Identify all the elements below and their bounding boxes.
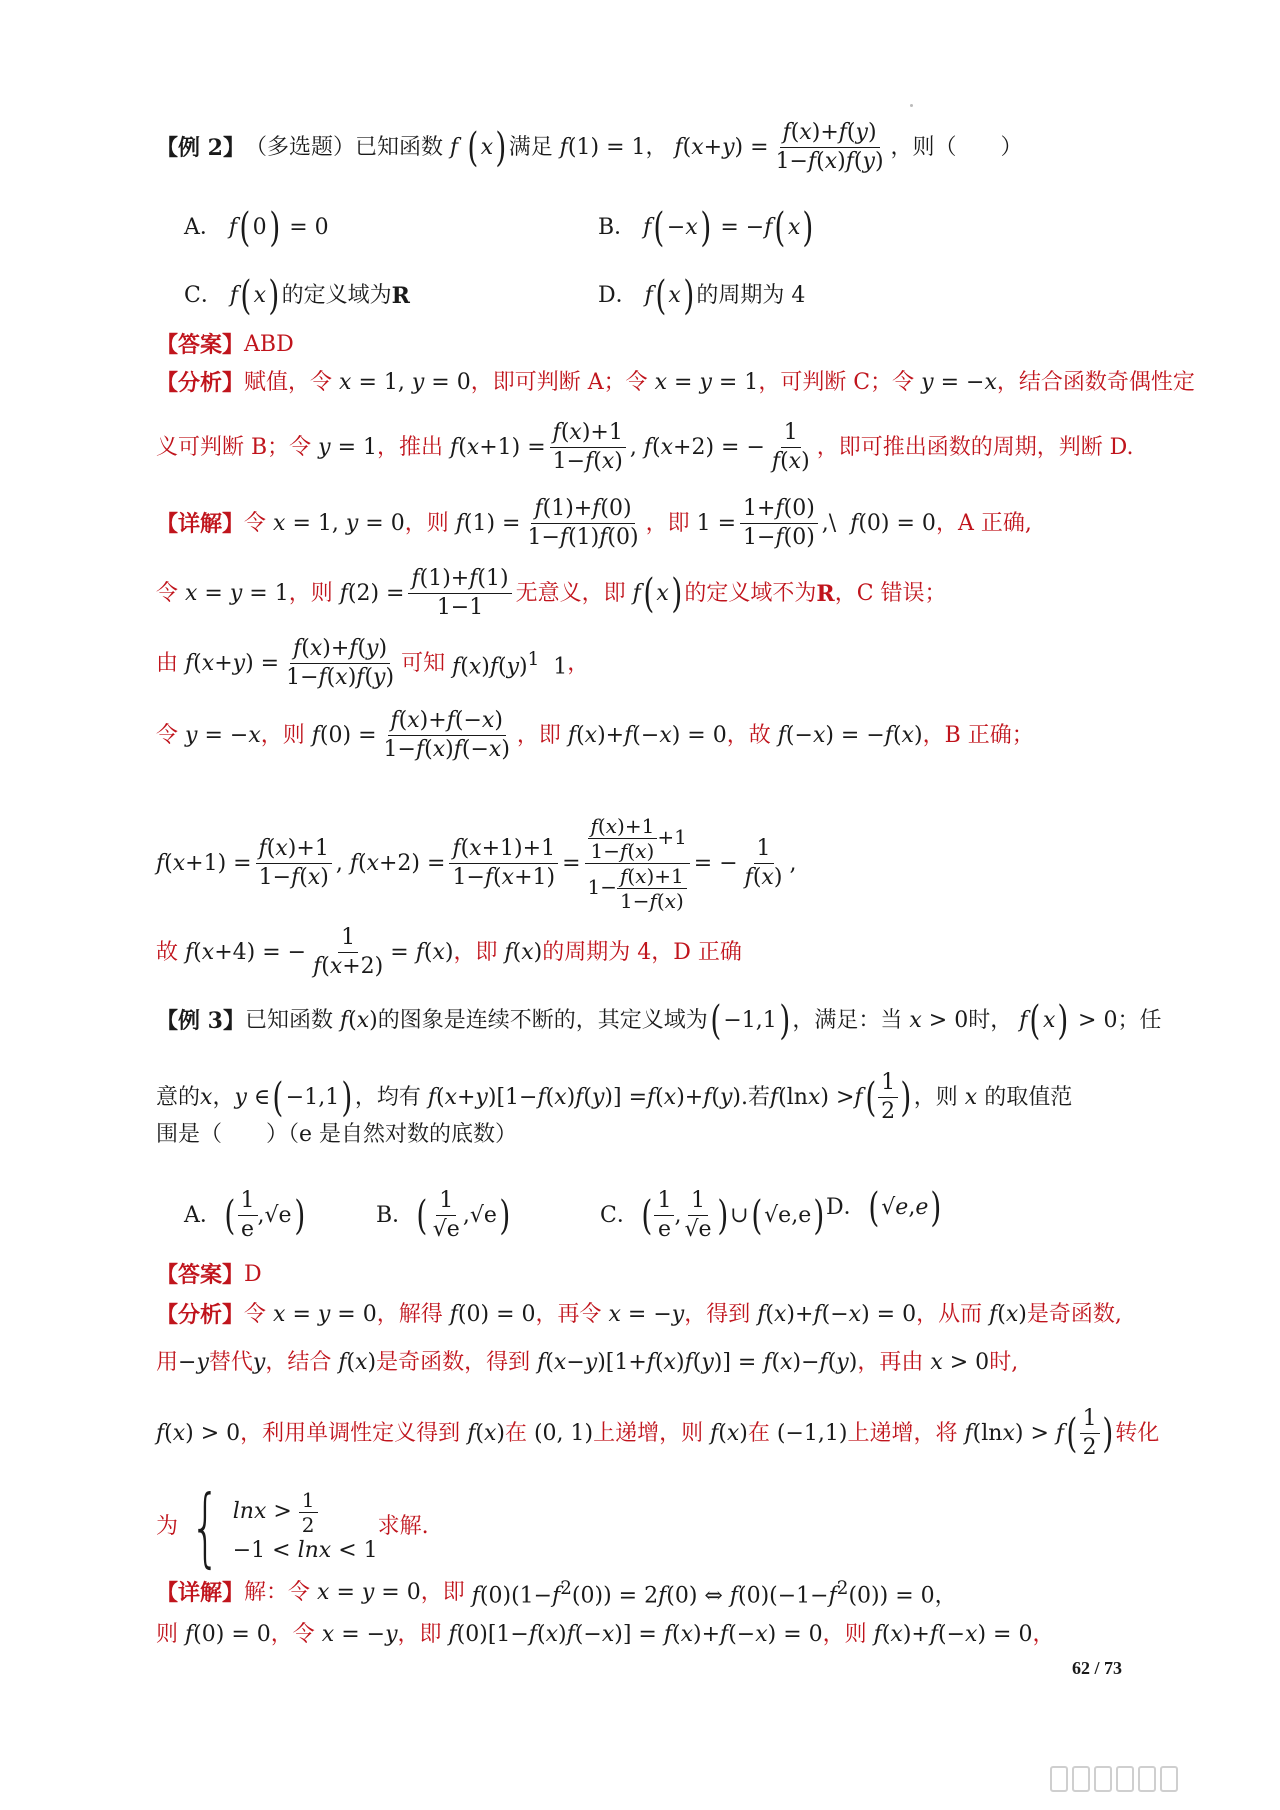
example2-detail-line2: 令 x = y = 1 ，则 f(2) = $\frac{f(1)+f(1)}{1-1}$ 无意义，即 f ( x ) 的定义域不为 R ，C 错误； bbox=[156, 566, 947, 620]
example2-analysis-line1: 【分析】 赋值，令 x = 1, y = 0 ，即可判断 A；令 x = y = 1 ，可判断 C；令 y = −x ，结合函数奇偶性定 bbox=[156, 370, 1195, 396]
example3-option-c: C． ( $\frac{1}{e}$ , $\frac{1}{√e}$ ) ∪ ( √e,e ) bbox=[600, 1188, 825, 1242]
inequality-system: { lnx > $\frac{1}{2}$ −1 < lnx < 1 bbox=[190, 1477, 378, 1577]
example2-analysis-line2: 义可判断 B；令 y = 1 ，推出 f(x+1) = $\frac{f(x)+1}{1-f(x)}$ , f(x+2) = − $\frac{1}{f(x)}$ ，即可推出函数的周期，判断 D. bbox=[156, 420, 1134, 474]
example2-stem-c: ，则（ ） bbox=[890, 134, 1023, 160]
watermark-logo bbox=[1050, 1766, 1178, 1792]
example2-answer-value: ABD bbox=[244, 332, 294, 357]
example3-detail-line2: 则 f(0) = 0 ，令 x = −y ，即 f(0)[1−f(x)f(−x)] = f(x)+f(−x) = 0 ，则 f(x)+f(−x) = 0 ， bbox=[156, 1622, 1055, 1647]
example2-detail-line3: 由 f(x+y) = $\frac{f(x)+f(y)}{1-f(x)f(y)}$ 可知 $f(x)f(y)^1$ 1 ， bbox=[156, 636, 590, 690]
example3-option-d: D． ( √ e , e ) bbox=[826, 1185, 942, 1231]
example2-option-d: D． f ( x ) 的周期为 4 bbox=[598, 273, 806, 319]
speck-dot bbox=[910, 104, 913, 107]
example2-option-a: A． f ( 0 ) = 0 bbox=[184, 205, 329, 251]
example3-stem-line2: 意的 x ， y ∈ ( −1,1 ) ，均有 f ( x + y )[1− f ( x ) f ( y )] = f ( x )+ f ( y ) .若 f (ln x ) > f ( $\frac{1}{2}$ ) ，则 x 的取值范 bbox=[156, 1070, 1073, 1124]
example3-analysis-line2: 用 −y 替代 y ，结合 f(x) 是奇函数，得到 f(x−y)[1+f(x)f(y)] = f(x)−f(y) ，再由 x > 0 时, bbox=[156, 1350, 1019, 1375]
example2-detail-line5: f(x+1) = $\frac{f(x)+1}{1-f(x)}$ , f(x+2) = $\frac{f(x+1)+1}{1-f(x+1)}$ = $\frac{f(x)+1}{1-f(x)}$ +1 1− $\frac{f(x)+1}{1-f(x)}$ = − $\frac{1}{f(x)}$ , bbox=[156, 814, 797, 913]
example2-stem: 【例 2】 （多选题）已知函数 f ( x ) 满足 f (1) = 1， f ( x + y ) = $\frac{f(x)+f(y)}{1-f(x)f(y)}$ ，则（ ） bbox=[156, 120, 1023, 174]
example3-option-a: A． ( $\frac{1}{e}$ ,√e ) bbox=[184, 1188, 305, 1242]
example2-tag: 【例 2】 bbox=[156, 134, 245, 161]
example2-formula-fraction: $\frac{f(x)+f(y)}{1-f(x)f(y)}$ bbox=[775, 120, 884, 174]
example2-detail-line1: 【详解】 令 x = 1, y = 0 ，则 f(1) = $\frac{f(1)+f(0)}{1-f(1)f(0)}$ ，即 1 = $\frac{1+f(0)}{1-f(0)}$ ,\ f(0) = 0 ，A 正确, bbox=[156, 496, 1032, 550]
example3-analysis-line1: 【分析】 令 x = y = 0 ，解得 f(0) = 0 ，再令 x = −y ，得到 f(x)+f(−x) = 0 ，从而 f(x) 是奇函数, bbox=[156, 1302, 1122, 1328]
example3-answer: 【答案】 D bbox=[156, 1262, 262, 1288]
example3-option-b: B． ( $\frac{1}{√e}$ ,√e ) bbox=[376, 1188, 511, 1242]
example2-detail-line6: 故 f(x+4) = − $\frac{1}{f(x+2)}$ = f(x) ，即 f(x) 的周期为 4，D 正确 bbox=[156, 925, 742, 979]
example2-stem-a: （多选题）已知函数 bbox=[244, 134, 443, 160]
example2-option-c: C． f ( x ) 的定义域为 R bbox=[184, 273, 410, 319]
example3-detail-line1: 【详解】 解：令 x = y = 0 ，即 $f(0)(1-f^2(0)) = 2f(0)$ ⇔ $f(0)(-1-f^2(0)) = 0$， bbox=[156, 1578, 957, 1609]
example3-analysis-line4: 为 { lnx > $\frac{1}{2}$ −1 < lnx < 1 求解. bbox=[156, 1477, 429, 1577]
example3-tag: 【例 3】 bbox=[156, 1008, 245, 1034]
example3-answer-value: D bbox=[244, 1262, 262, 1287]
example2-detail-line4: 令 y = −x ，则 f(0) = $\frac{f(x)+f(-x)}{1-f(x)f(-x)}$ ，即 f(x)+f(−x) = 0 ，故 f(−x) = −f(x) ，B 正确； bbox=[156, 708, 1034, 762]
example3-analysis-line3: f(x) > 0 ，利用单调性定义得到 f(x) 在 (0, 1) 上递增，则 f(x) 在 (−1,1) 上递增，将 f(lnx) > f ( $\frac{1}{2}$ ) 转化 bbox=[156, 1406, 1160, 1460]
example2-answer: 【答案】 ABD bbox=[156, 332, 294, 358]
example2-stem-b: 满足 bbox=[508, 134, 553, 160]
example3-stem-line3: 围是（ ）（e 是自然对数的底数） bbox=[156, 1122, 518, 1147]
example2-option-b: B． f ( − x ) = − f ( x ) bbox=[598, 205, 814, 251]
page-number: 62 / 73 bbox=[1072, 1658, 1123, 1678]
example3-stem-line1: 【例 3】 已知函数 f ( x ) 的图象是连续不断的，其定义域为 ( −1,1 ) ，满足：当 x > 0 时， f ( x ) > 0 ；任 bbox=[156, 998, 1162, 1044]
